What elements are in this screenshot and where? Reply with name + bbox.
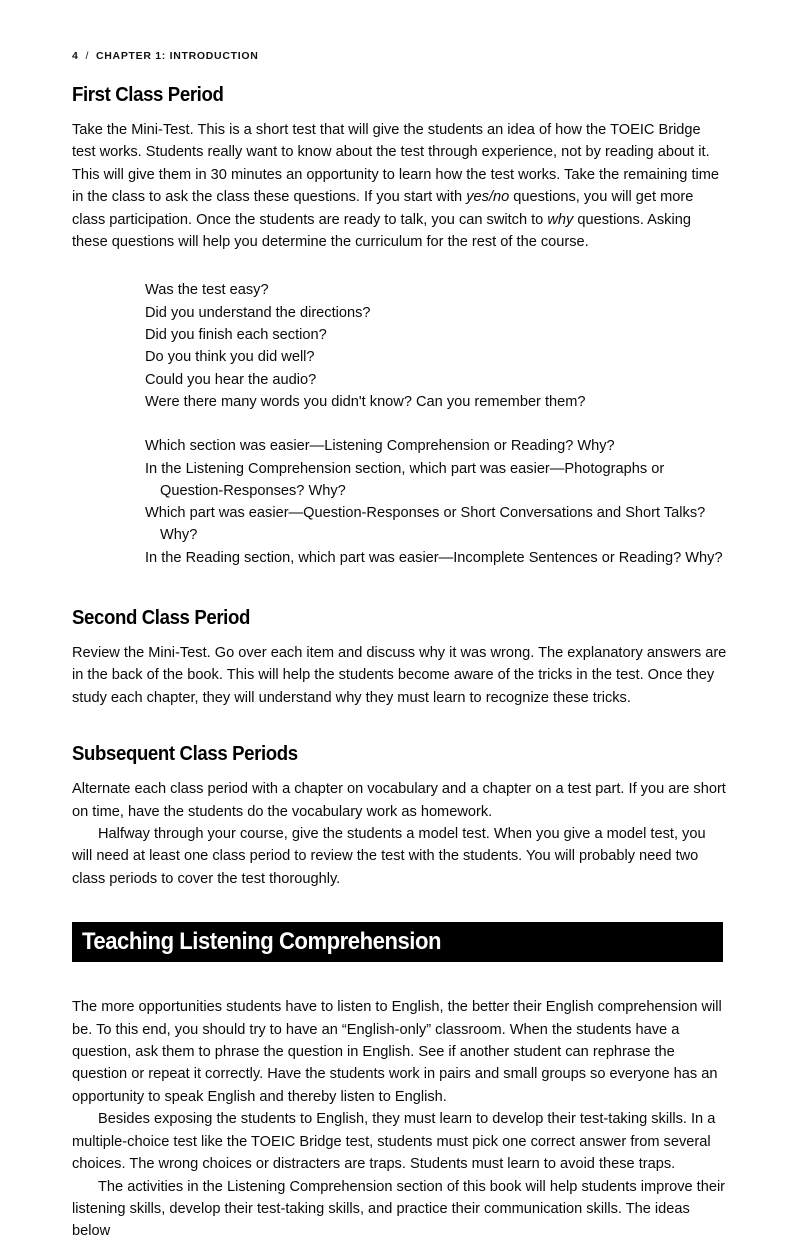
running-head xyxy=(72,50,728,62)
heading-subsequent-class-periods: Subsequent Class Periods xyxy=(72,743,298,766)
paragraph-text-segment: questions. Asking these questions will help you determine the curriculum for the rest of the course. xyxy=(72,211,691,251)
list-item: Did you understand the directions? xyxy=(145,304,371,321)
page-content-column xyxy=(72,50,728,1243)
section-banner-teaching-listening-comprehension xyxy=(72,922,723,962)
paragraph-second-class-period-1: Review the Mini-Test. Go over each item and discuss why it was wrong. The explanatory answers are in the back of the book. This will help the students become aware of the tricks in the test. Once they study each chapter, they will understand why they must learn to recognize these tricks. xyxy=(72,645,727,706)
heading-second-class-period: Second Class Period xyxy=(72,607,250,629)
question-list-group-1 xyxy=(72,279,728,413)
list-item: Did you finish each section? xyxy=(145,327,327,344)
paragraph-listening-1: The more opportunities students have to listen to English, the better their English comprehension will be. To this end, you should try to have an “English-only” classroom. When the students have a question, ask them to phrase the question in English. See if another student can rephrase the question or repeat it correctly. Have the students work in pairs and small groups so everyone has an opportunity to speak English and thereby listen to English. xyxy=(72,999,722,1105)
running-head-separator: / xyxy=(85,50,89,62)
page-number: 4 xyxy=(72,50,79,62)
paragraph-subsequent-2: Halfway through your course, give the students a model test. When you give a model test, you will need at least one class period to review the test with the students. You will probably need two class periods to cover the test thoroughly. xyxy=(72,826,706,887)
paragraph-text-segment: Take the Mini-Test. This is a short test that will give the students an idea of how the TOEIC Bridge test works. Students really want to know about the test through experience, not by reading about it. This will give them in 30 minutes an opportunity to learn how the test works. Take the remaining time in the class to ask the class these questions. If you start with xyxy=(72,122,720,206)
spacer xyxy=(72,253,728,279)
list-item: Which section was easier—Listening Comprehension or Reading? Why? xyxy=(145,438,615,455)
emphasis-yes-no: yes/no xyxy=(466,189,510,206)
paragraph-listening-3: The activities in the Listening Comprehension section of this book will help students improve their listening skills, develop their test-taking skills, and practice their communication skills. The ideas below xyxy=(72,1178,726,1240)
spacer xyxy=(72,569,728,607)
emphasis-why: why xyxy=(547,211,574,228)
spacer xyxy=(72,413,728,435)
list-item: Were there many words you didn't know? Can you remember them? xyxy=(145,393,586,410)
heading-first-class-period: First Class Period xyxy=(72,84,224,106)
list-item: In the Listening Comprehension section, which part was easier—Photographs or Question-Responses? Why? xyxy=(145,460,665,499)
paragraph-subsequent-1: Alternate each class period with a chapter on vocabulary and a chapter on a test part. If you are short on time, have the students do the vocabulary work as homework. xyxy=(72,781,726,820)
list-item: Which part was easier—Question-Responses or Short Conversations and Short Talks? Why? xyxy=(145,505,706,544)
spacer xyxy=(72,962,728,996)
list-item: Do you think you did well? xyxy=(145,349,315,366)
spacer xyxy=(72,890,728,922)
question-list-group-2 xyxy=(72,435,728,569)
banner-title: Teaching Listening Comprehension xyxy=(82,928,442,956)
chapter-title: CHAPTER 1: INTRODUCTION xyxy=(95,50,259,62)
paragraph-first-class-period-1 xyxy=(72,119,728,253)
list-item: In the Reading section, which part was easier—Incomplete Sentences or Reading? Why? xyxy=(145,549,723,566)
list-item: Could you hear the audio? xyxy=(145,371,317,388)
spacer xyxy=(72,709,728,743)
paragraph-text-segment: questions, you will get more class participation. Once the students are ready to talk, you can switch to xyxy=(72,189,694,228)
list-item: Was the test easy? xyxy=(145,282,269,299)
paragraph-listening-2: Besides exposing the students to English, they must learn to develop their test-taking skills. In a multiple-choice test like the TOEIC Bridge test, students must pick one correct answer from several choices. The wrong choices or distracters are traps. Students must learn to avoid these traps. xyxy=(72,1111,716,1173)
